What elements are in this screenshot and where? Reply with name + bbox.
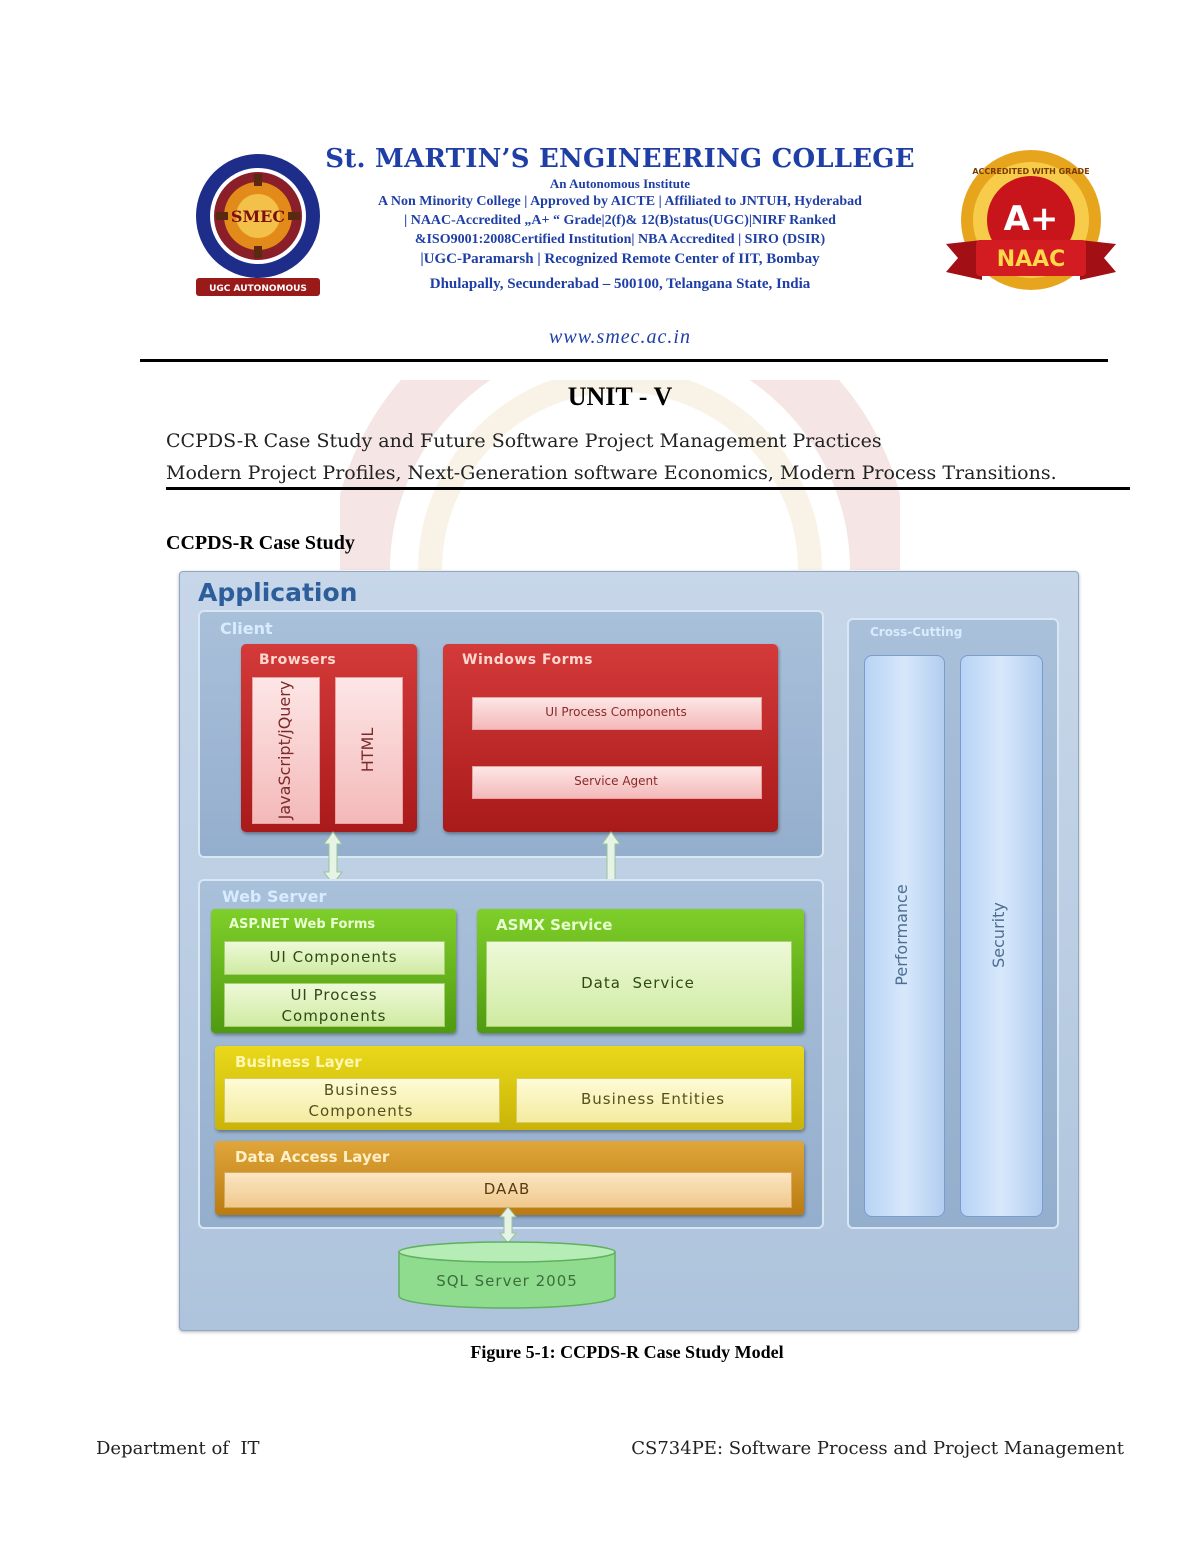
svg-text:SMEC: SMEC [230,207,286,226]
naac-logo [942,148,1120,298]
cross-cutting-title: Cross-Cutting [870,625,963,639]
ui-process-components-label: UI Process Components [545,705,687,719]
web-server-title: Web Server [222,887,327,906]
svg-text:UGC AUTONOMOUS: UGC AUTONOMOUS [209,284,307,294]
browsers-title: Browsers [259,652,337,668]
client-web-arrow-icon [318,830,348,886]
figure-caption: Figure 5-1: CCPDS-R Case Study Model [470,1342,784,1362]
service-agent-label: Service Agent [574,774,658,788]
header-line-4: &ISO9001:2008Certified Institution| NBA Accredited | SIRO (DSIR) [414,232,826,247]
windows-forms-title: Windows Forms [462,652,593,668]
footer-course: CS734PE: Software Process and Project Management [631,1438,1124,1459]
client-title: Client [220,619,273,638]
unit-topic-2: Modern Project Profiles, Next-Generation software Economics, Modern Process Transitions. [166,462,1057,484]
header-line-6: Dhulapally, Secunderabad – 500100, Telangana State, India [429,276,811,292]
performance-label: Performance [892,884,911,986]
svg-text:NAAC: NAAC [996,247,1066,272]
asmx-title: ASMX Service [496,916,613,934]
web-ui-process-label: UI Process Components [281,986,387,1025]
unit-title: UNIT - V [567,382,673,411]
svg-text:A+: A+ [1003,199,1059,239]
unit-divider [166,487,1130,490]
windows-forms-box [443,644,778,832]
college-name: St. MARTIN’S ENGINEERING COLLEGE [325,144,915,174]
data-db-arrow-icon [495,1205,521,1245]
header-line-1: An Autonomous Institute [549,176,691,191]
unit-topic-1: CCPDS-R Case Study and Future Software Project Management Practices [166,430,882,452]
sql-server-label: SQL Server 2005 [436,1272,578,1290]
section-title: CCPDS-R Case Study [166,532,355,554]
header-divider [140,359,1108,362]
website-link[interactable]: www.smec.ac.in [549,326,691,348]
header-line-5: |UGC-Paramarsh | Recognized Remote Center of IIT, Bombay [420,251,820,267]
security-label: Security [989,902,1008,968]
data-access-layer-title: Data Access Layer [235,1148,390,1166]
html-label: HTML [358,727,377,773]
javascript-label: JavaScript/jQuery [275,680,294,820]
header-line-2: A Non Minority College | Approved by AICTE | Affiliated to JNTUH, Hyderabad [378,194,862,209]
aspnet-title: ASP.NET Web Forms [229,917,376,932]
data-service-label: Data Service [581,974,695,992]
daab-label: DAAB [483,1180,531,1198]
ui-components-label: UI Components [269,948,398,966]
business-layer-title: Business Layer [235,1053,362,1071]
business-components-label: Business Components [308,1081,414,1120]
diagram-title: Application [198,578,358,607]
header-line-3: | NAAC-Accredited „A+ “ Grade|2(f)& 12(B)status(UGC)|NIRF Ranked [404,213,836,228]
business-entities-label: Business Entities [580,1090,726,1108]
footer-department: Department of IT [96,1438,260,1459]
naac-badge-icon [942,148,1120,298]
svg-text:ACCREDITED WITH GRADE: ACCREDITED WITH GRADE [972,167,1090,176]
